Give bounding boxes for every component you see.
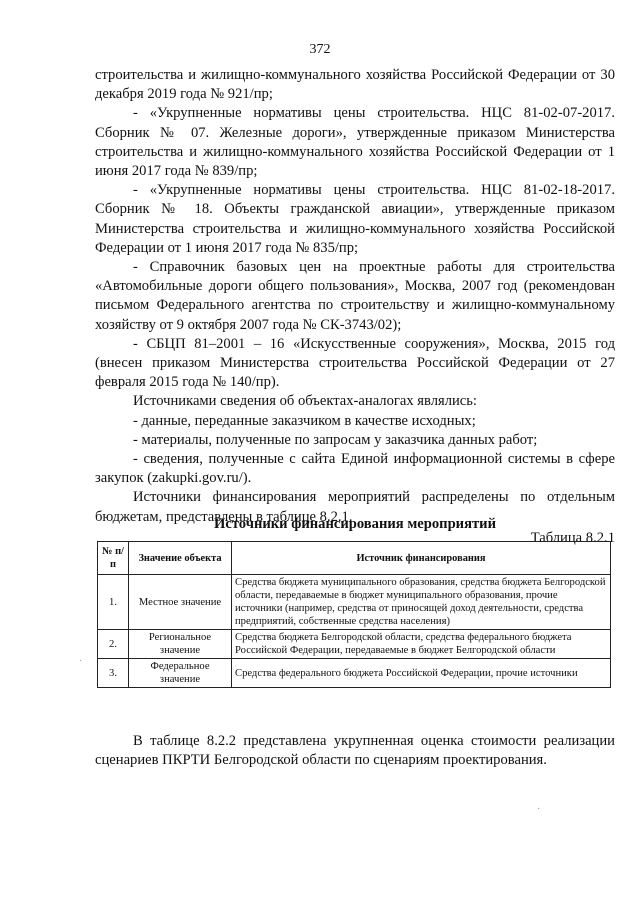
- funding-source: Средства федерального бюджета Российской Федерации, прочие источники: [232, 659, 611, 688]
- paragraph: Источниками сведения об объектах-аналогах являлись:: [133, 393, 477, 410]
- table-title: Источники финансирования мероприятий: [214, 516, 496, 532]
- scan-mark: ·: [537, 804, 541, 815]
- row-number: 1.: [98, 575, 129, 630]
- page-number: 372: [309, 42, 331, 57]
- paragraph: - материалы, полученные по запросам у заказчика данных работ;: [133, 431, 538, 448]
- body-text: [95, 66, 615, 548]
- table-row: [98, 630, 611, 659]
- paragraph: В таблице 8.2.2 представлена укрупненная оценка стоимости реализации сценариев ПКРТИ Белгородской области по сценариям проектирования.: [95, 733, 615, 769]
- row-number: 3.: [98, 659, 129, 688]
- closing-text: [95, 732, 615, 770]
- paragraph: строительства и жилищно-коммунального хозяйства Российской Федерации от 30 декабря 2019 года № 921/пр;: [95, 67, 615, 103]
- row-number: 2.: [98, 630, 129, 659]
- table-row: [98, 659, 611, 688]
- object-significance: Федеральное значение: [129, 659, 232, 688]
- paragraph: - данные, переданные заказчиком в качестве исходных;: [133, 412, 476, 429]
- header-number: № п/п: [98, 542, 129, 575]
- paragraph: Источники финансирования мероприятий распределены по отдельным бюджетам, представлены в таблице 8.2.1.: [95, 489, 615, 525]
- funding-sources-table: [97, 541, 611, 688]
- funding-source: Средства бюджета муниципального образования, средства бюджета Белгородской области, передаваемые в бюджет муниципального образования, прочие источники (например, средства от приносящей доход деятельности, средства предприятий, собственные средства населения): [232, 575, 611, 630]
- header-object-significance: Значение объекта: [129, 542, 232, 575]
- table-label: Таблица 8.2.1: [530, 529, 615, 546]
- table-header-row: [98, 542, 611, 575]
- paragraph: - сведения, полученные с сайта Единой информационной системы в сфере закупок (zakupki.gov.ru/).: [95, 451, 615, 487]
- table-row: [98, 575, 611, 630]
- paragraph: - «Укрупненные нормативы цены строительства. НЦС 81-02-07-2017. Сборник № 07. Железные дороги», утвержденные приказом Министерства строительства и жилищно-коммунального хозяйства Российской Федерации от 1 июня 2017 года № 839/пр;: [95, 105, 615, 180]
- object-significance: Региональное значение: [129, 630, 232, 659]
- funding-source: Средства бюджета Белгородской области, средства федерального бюджета Российской Федерации, передаваемые в бюджет Белгородской области: [232, 630, 611, 659]
- scan-mark: ·: [79, 656, 83, 667]
- paragraph: - Справочник базовых цен на проектные работы для строительства «Автомобильные дороги общего пользования», Москва, 2007 год (рекомендован письмом Федерального агентства по строительству и жилищно-коммунальному хозяйству от 9 октября 2007 года № СК-3743/02);: [95, 259, 615, 333]
- header-funding-source: Источник финансирования: [232, 542, 611, 575]
- paragraph: - «Укрупненные нормативы цены строительства. НЦС 81-02-18-2017. Сборник № 18. Объекты гражданской авиации», утвержденные приказом Министерства строительства и жилищно-коммунального хозяйства Российской Федерации от 1 июня 2017 года № 835/пр;: [95, 182, 615, 256]
- object-significance: Местное значение: [129, 575, 232, 630]
- paragraph: - СБЦП 81–2001 – 16 «Искусственные сооружения», Москва, 2015 год (внесен приказом Министерства строительства Российской Федерации от 27 февраля 2015 года № 140/пр).: [95, 335, 615, 391]
